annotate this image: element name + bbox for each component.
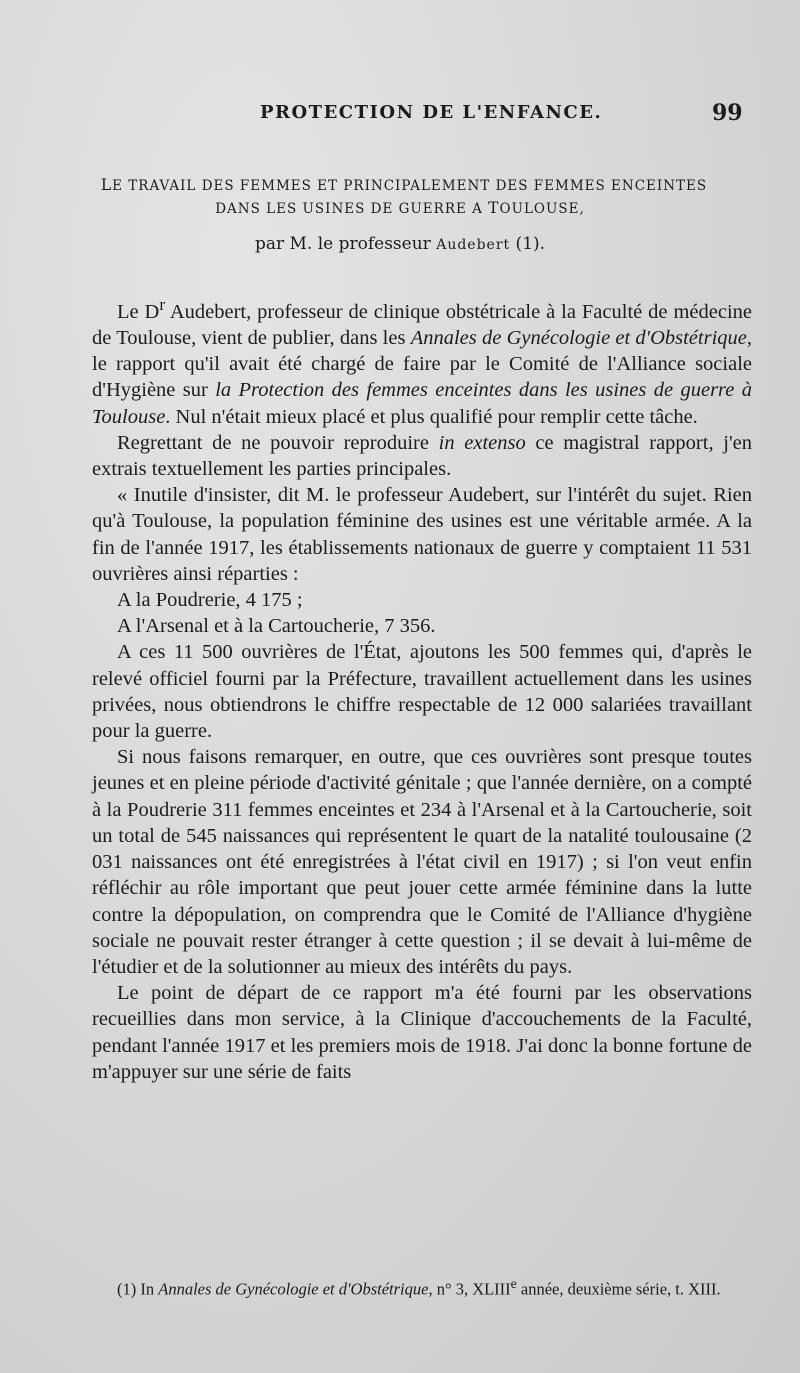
paragraph-8: Le point de départ de ce rapport m'a été fourni par les observations recueillies dans mon service, à la Clinique d'accouchements de la Faculté, pendant l'année 1917 et les premiers mois de 1918. J'ai donc la bonne fortune de m'appuyer sur une série de faits xyxy=(92,982,752,1083)
paragraph-4: A la Poudrerie, 4 175 ; xyxy=(117,589,303,612)
paragraph-2: Regrettant de ne pouvoir reproduire in extenso ce magistral rapport, j'en extrais textuellement les parties principales. xyxy=(92,431,752,481)
report-title: la Protection des femmes enceintes dans les usines de guerre à Toulouse xyxy=(92,379,752,428)
paragraph-1: Le $D^r$ Audebert, professeur de clinique obstétricale à la Faculté de médecine de Toulouse, vient de publier, dans les Annales de Gynécologie et d'Obstétrique, le rapport qu'il avait été chargé de faire par le Comité de l'Alliance sociale d'Hygiène sur la Protection des femmes enceintes dans les usines de guerre à Toulouse. Nul n'était mieux placé et plus qualifié pour remplir cette tâche. xyxy=(92,295,752,428)
running-head xyxy=(0,100,800,130)
page-number: 99 xyxy=(712,100,743,126)
byline: par M. le professeur Audebert (1). xyxy=(254,234,546,254)
article-title xyxy=(0,174,800,220)
journal-title: Annales de Gynécologie et d'Obstétrique xyxy=(410,327,747,350)
paragraph-3: « Inutile d'insister, dit M. le professeur Audebert, sur l'intérêt du sujet. Rien qu'à Toulouse, la population féminine des usines est une véritable armée. A la fin de l'année 1917, les établissements nationaux de guerre y comptaient 11 531 ouvrières ainsi réparties : xyxy=(92,484,752,585)
paragraph-7: Si nous faisons remarquer, en outre, que ces ouvrières sont presque toutes jeunes et en pleine période d'activité génitale ; que l'année dernière, on a compté à la Poudrerie 311 femmes enceintes et 234 à l'Arsenal et à la Cartoucherie, soit un total de 545 naissances qui représentent le quart de la natalité toulousaine (2 031 naissances ont été enregistrées à l'état civil en 1917) ; si l'on veut enfin réfléchir au rôle important que peut jouer cette armée féminine dans la lutte contre la dépopulation, on comprendra que le Comité de l'Alliance d'hygiène sociale ne pouvait rester étranger à cette question ; il se devait à lui-même de l'étudier et de la solutionner au mieux des intérêts du pays. xyxy=(92,746,752,978)
footnote-marker: (1) xyxy=(117,1279,137,1299)
paragraph-5: A l'Arsenal et à la Cartoucherie, 7 356. xyxy=(117,615,436,638)
body-text xyxy=(92,292,752,1085)
article-title-line-2: DANS LES USINES DE GUERRE A TOULOUSE, xyxy=(215,199,585,217)
article-title-line-1: LE TRAVAIL DES FEMMES ET PRINCIPALEMENT DES FEMMES ENCEINTES xyxy=(100,176,708,194)
running-title: PROTECTION DE L'ENFANCE. xyxy=(260,102,603,123)
footnote-text: (1) In Annales de Gynécologie et d'Obstétrique, n° 3, XLIIIe année, deuxième série, t. XIII. xyxy=(117,1276,721,1299)
paragraph-6: A ces 11 500 ouvrières de l'État, ajoutons les 500 femmes qui, d'après le relevé officiel fourni par la Préfecture, travaillent actuellement dans les usines privées, nous obtiendrons le chiffre respectable de 12 000 salariées travaillant pour la guerre. xyxy=(92,641,752,743)
author-name: Audebert xyxy=(436,237,511,253)
footnote xyxy=(92,1273,752,1301)
